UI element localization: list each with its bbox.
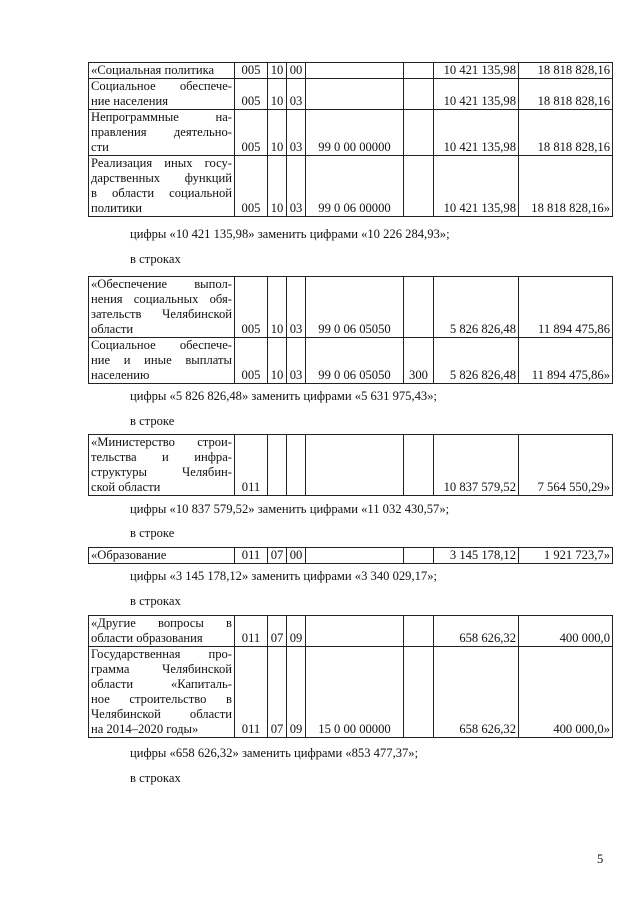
section-code-value: 07	[270, 722, 284, 736]
amount-year-2-value: 18 818 828,16	[537, 94, 610, 108]
target-article-code	[306, 110, 404, 156]
table-row	[89, 110, 613, 156]
replacement-instruction: цифры «3 145 178,12» заменить цифрами «3 340 029,17»;	[130, 569, 437, 583]
amount-year-1	[434, 79, 519, 110]
section-code	[268, 435, 287, 496]
subsection-code-value: 00	[289, 548, 303, 562]
expense-type-code	[404, 435, 434, 496]
amount-year-2	[519, 548, 613, 564]
amount-year-1	[434, 277, 519, 338]
subsection-code-value: 00	[289, 63, 303, 77]
section-code	[268, 616, 287, 647]
target-article-code	[306, 616, 404, 647]
row-name-line: области	[91, 322, 134, 336]
amount-year-1-value: 5 826 826,48	[449, 368, 516, 382]
row-name-line: населению	[91, 368, 150, 382]
row-name-line: нения социальных обя-	[91, 292, 232, 306]
replacement-instruction: цифры «10 421 135,98» заменить цифрами «10 226 284,93»;	[130, 227, 450, 241]
section-code-value: 10	[270, 368, 284, 382]
amount-year-2	[519, 435, 613, 496]
budget-table-2	[88, 276, 613, 384]
ministry-code	[235, 435, 268, 496]
subsection-code	[287, 277, 306, 338]
target-article-code	[306, 277, 404, 338]
budget-table-3	[88, 434, 613, 496]
row-name-line: Челябинской области	[91, 707, 232, 721]
subsection-code	[287, 647, 306, 738]
row-name-line: «Социальная политика	[91, 63, 215, 77]
table-row	[89, 63, 613, 79]
amount-year-2	[519, 616, 613, 647]
ministry-code	[235, 647, 268, 738]
row-name-line: ской области	[91, 480, 161, 494]
amount-year-1-value: 3 145 178,12	[449, 548, 516, 562]
amount-year-1	[434, 110, 519, 156]
section-code-value: 10	[270, 63, 284, 77]
row-name-line: области образования	[91, 631, 203, 645]
lead-in-text: в строках	[130, 771, 181, 785]
amount-year-2	[519, 110, 613, 156]
target-article-code	[306, 338, 404, 384]
row-name-line: Социальное обеспече-	[91, 79, 232, 93]
row-name-line: структуры Челябин-	[91, 465, 232, 479]
target-article-code-value: 99 0 00 00000	[318, 140, 391, 154]
subsection-code-value: 09	[289, 722, 303, 736]
subsection-code-value: 03	[289, 322, 303, 336]
row-name	[89, 277, 235, 338]
row-name-line: Социальное обеспече-	[91, 338, 232, 352]
section-code	[268, 79, 287, 110]
expense-type-code-value: 300	[409, 368, 428, 382]
target-article-code	[306, 79, 404, 110]
row-name-line: зательств Челябинской	[91, 307, 232, 321]
expense-type-code	[404, 79, 434, 110]
row-name-line: дарственных функций	[91, 171, 232, 185]
row-name-line: Реализация иных госу-	[91, 156, 232, 170]
row-name-line: Непрограммные на-	[91, 110, 232, 124]
target-article-code	[306, 63, 404, 79]
section-code-value: 10	[270, 322, 284, 336]
section-code	[268, 338, 287, 384]
amount-year-1	[434, 156, 519, 217]
subsection-code-value: 03	[289, 368, 303, 382]
ministry-code	[235, 63, 268, 79]
page-number: 5	[597, 852, 604, 866]
section-code	[268, 647, 287, 738]
expense-type-code	[404, 63, 434, 79]
ministry-code-value: 005	[241, 140, 261, 154]
amount-year-2-value: 18 818 828,16	[537, 63, 610, 77]
row-name	[89, 156, 235, 217]
amount-year-1-value: 10 837 579,52	[443, 480, 516, 494]
expense-type-code	[404, 338, 434, 384]
amount-year-2-value: 7 564 550,29»	[537, 480, 610, 494]
table-row	[89, 156, 613, 217]
amount-year-2-value: 11 894 475,86	[538, 322, 610, 336]
ministry-code-value: 005	[241, 94, 261, 108]
row-name	[89, 338, 235, 384]
subsection-code	[287, 548, 306, 564]
row-name-line: «Обеспечение выпол-	[91, 277, 232, 291]
ministry-code-value: 011	[241, 631, 261, 645]
table-row	[89, 277, 613, 338]
table-row	[89, 647, 613, 738]
target-article-code	[306, 548, 404, 564]
subsection-code	[287, 156, 306, 217]
budget-table-1	[88, 62, 613, 217]
subsection-code-value: 09	[289, 631, 303, 645]
expense-type-code	[404, 616, 434, 647]
amount-year-2	[519, 79, 613, 110]
row-name-line: ние и иные выплаты	[91, 353, 232, 367]
ministry-code	[235, 548, 268, 564]
target-article-code	[306, 435, 404, 496]
ministry-code-value: 005	[241, 201, 261, 215]
amount-year-2	[519, 647, 613, 738]
amount-year-2-value: 400 000,0»	[553, 722, 610, 736]
replacement-instruction: цифры «10 837 579,52» заменить цифрами «11 032 430,57»;	[130, 502, 450, 516]
amount-year-1	[434, 647, 519, 738]
amount-year-2	[519, 338, 613, 384]
replacement-instruction: цифры «5 826 826,48» заменить цифрами «5 631 975,43»;	[130, 389, 437, 403]
table-row	[89, 548, 613, 564]
table-row	[89, 616, 613, 647]
section-code-value: 10	[270, 94, 284, 108]
row-name	[89, 79, 235, 110]
amount-year-1-value: 10 421 135,98	[443, 94, 516, 108]
ministry-code-value: 011	[241, 548, 261, 562]
section-code	[268, 63, 287, 79]
target-article-code-value: 15 0 00 00000	[318, 722, 391, 736]
expense-type-code	[404, 548, 434, 564]
row-name-line: тельства и инфра-	[91, 450, 232, 464]
ministry-code-value: 011	[241, 722, 261, 736]
amount-year-2-value: 18 818 828,16»	[531, 201, 610, 215]
ministry-code-value: 005	[241, 63, 261, 77]
target-article-code-value: 99 0 06 05050	[318, 368, 391, 382]
amount-year-1-value: 10 421 135,98	[443, 201, 516, 215]
replacement-instruction: цифры «658 626,32» заменить цифрами «853 477,37»;	[130, 746, 419, 760]
amount-year-1	[434, 616, 519, 647]
target-article-code-value: 99 0 06 00000	[318, 201, 391, 215]
row-name	[89, 548, 235, 564]
subsection-code-value: 03	[289, 201, 303, 215]
table-row	[89, 435, 613, 496]
expense-type-code	[404, 277, 434, 338]
subsection-code-value: 03	[289, 94, 303, 108]
subsection-code	[287, 110, 306, 156]
ministry-code	[235, 277, 268, 338]
amount-year-2-value: 11 894 475,86»	[531, 368, 610, 382]
target-article-code-value: 99 0 06 05050	[318, 322, 391, 336]
section-code	[268, 277, 287, 338]
row-name-line: «Образование	[91, 548, 167, 562]
amount-year-1-value: 10 421 135,98	[443, 63, 516, 77]
amount-year-2-value: 1 921 723,7»	[543, 548, 610, 562]
subsection-code	[287, 616, 306, 647]
row-name-line: ние населения	[91, 94, 169, 108]
row-name-line: «Другие вопросы в	[91, 616, 232, 630]
row-name-line: Государственная про-	[91, 647, 232, 661]
row-name-line: ное строительство в	[91, 692, 232, 706]
table-row	[89, 79, 613, 110]
row-name-line: правления деятельно-	[91, 125, 232, 139]
ministry-code-value: 005	[241, 322, 261, 336]
amount-year-1	[434, 63, 519, 79]
expense-type-code	[404, 110, 434, 156]
amount-year-1-value: 10 421 135,98	[443, 140, 516, 154]
amount-year-2	[519, 156, 613, 217]
amount-year-1-value: 658 626,32	[459, 631, 516, 645]
section-code	[268, 110, 287, 156]
budget-table-4	[88, 547, 613, 564]
amount-year-2	[519, 63, 613, 79]
section-code	[268, 548, 287, 564]
ministry-code	[235, 338, 268, 384]
amount-year-1	[434, 338, 519, 384]
lead-in-text: в строках	[130, 594, 181, 608]
amount-year-1	[434, 435, 519, 496]
row-name	[89, 63, 235, 79]
subsection-code-value: 03	[289, 140, 303, 154]
amount-year-2-value: 18 818 828,16	[537, 140, 610, 154]
subsection-code	[287, 79, 306, 110]
ministry-code	[235, 79, 268, 110]
section-code-value: 07	[270, 631, 284, 645]
section-code-value: 10	[270, 201, 284, 215]
row-name	[89, 647, 235, 738]
amount-year-2	[519, 277, 613, 338]
ministry-code	[235, 616, 268, 647]
expense-type-code	[404, 647, 434, 738]
row-name-line: политики	[91, 201, 142, 215]
subsection-code	[287, 63, 306, 79]
amount-year-1-value: 658 626,32	[459, 722, 516, 736]
row-name	[89, 616, 235, 647]
amount-year-2-value: 400 000,0	[559, 631, 610, 645]
section-code-value: 07	[270, 548, 284, 562]
ministry-code-value: 005	[241, 368, 261, 382]
section-code-value: 10	[270, 140, 284, 154]
lead-in-text: в строке	[130, 414, 175, 428]
ministry-code-value: 011	[241, 480, 261, 494]
ministry-code	[235, 156, 268, 217]
subsection-code	[287, 338, 306, 384]
row-name-line: грамма Челябинской	[91, 662, 232, 676]
row-name	[89, 110, 235, 156]
lead-in-text: в строках	[130, 252, 181, 266]
section-code	[268, 156, 287, 217]
amount-year-1	[434, 548, 519, 564]
row-name-line: области «Капиталь-	[91, 677, 232, 691]
target-article-code	[306, 647, 404, 738]
row-name	[89, 435, 235, 496]
lead-in-text: в строке	[130, 526, 175, 540]
row-name-line: в области социальной	[91, 186, 232, 200]
table-row	[89, 338, 613, 384]
target-article-code	[306, 156, 404, 217]
amount-year-1-value: 5 826 826,48	[449, 322, 516, 336]
row-name-line: «Министерство строи-	[91, 435, 232, 449]
ministry-code	[235, 110, 268, 156]
row-name-line: на 2014–2020 годы»	[91, 722, 199, 736]
subsection-code	[287, 435, 306, 496]
expense-type-code	[404, 156, 434, 217]
row-name-line: сти	[91, 140, 109, 154]
budget-table-5	[88, 615, 613, 738]
